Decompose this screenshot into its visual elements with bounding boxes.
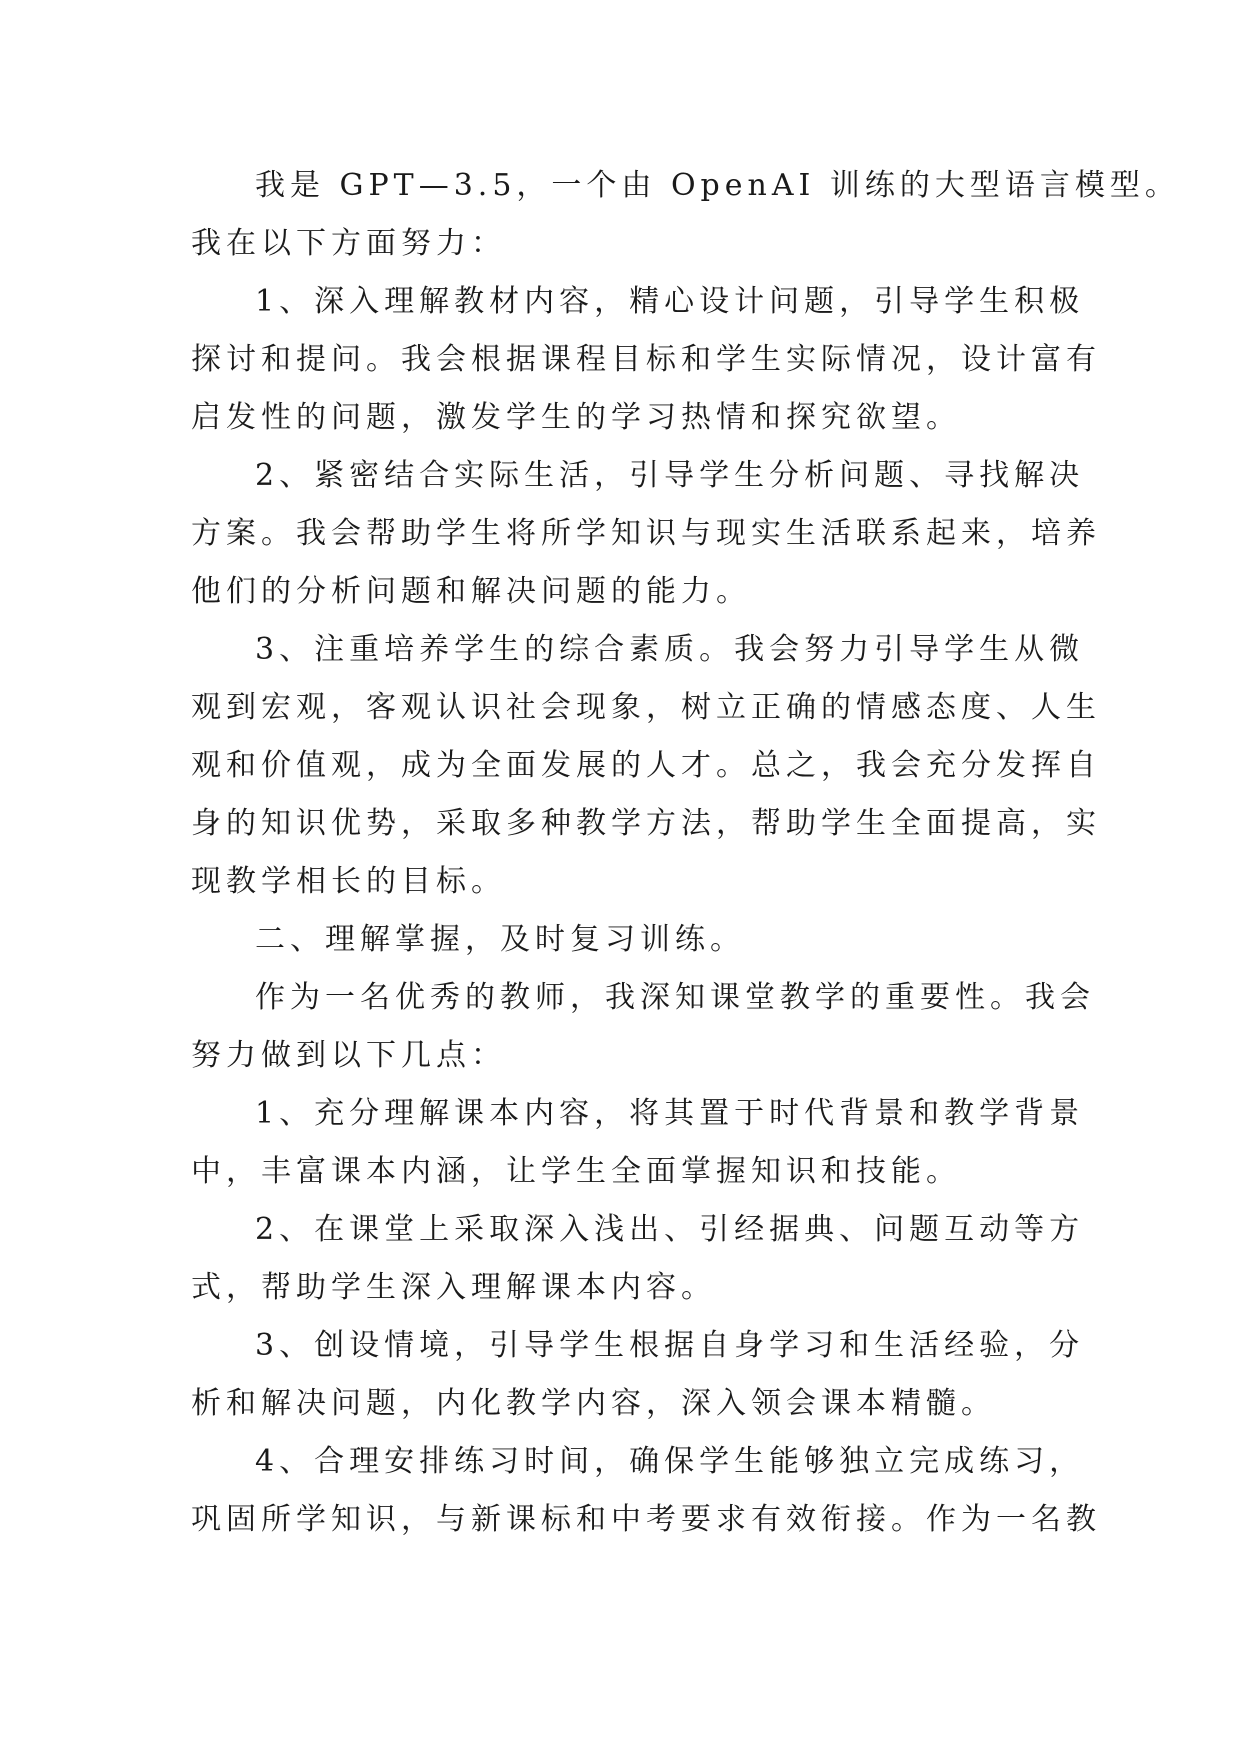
paragraph-line: 探讨和提问。我会根据课程目标和学生实际情况，设计富有 <box>191 342 1101 377</box>
paragraph-line: 3、创设情境，引导学生根据自身学习和生活经验，分 <box>255 1328 1085 1363</box>
paragraph-line: 作为一名优秀的教师，我深知课堂教学的重要性。我会 <box>255 980 1095 1015</box>
paragraph-line: 我是 GPT—3.5，一个由 OpenAI 训练的大型语言模型。 <box>255 168 1180 203</box>
paragraph-line: 观到宏观，客观认识社会现象，树立正确的情感态度、人生 <box>191 690 1101 725</box>
paragraph-line: 他们的分析问题和解决问题的能力。 <box>191 574 751 609</box>
paragraph-line: 观和价值观，成为全面发展的人才。总之，我会充分发挥自 <box>191 748 1101 783</box>
paragraph-line: 中，丰富课本内涵，让学生全面掌握知识和技能。 <box>191 1154 961 1189</box>
paragraph-line: 方案。我会帮助学生将所学知识与现实生活联系起来，培养 <box>191 516 1101 551</box>
paragraph-line: 1、充分理解课本内容，将其置于时代背景和教学背景 <box>255 1096 1085 1131</box>
paragraph-line: 析和解决问题，内化教学内容，深入领会课本精髓。 <box>191 1386 996 1421</box>
paragraph-line: 我在以下方面努力： <box>191 226 506 261</box>
section-heading: 二、理解掌握，及时复习训练。 <box>255 922 745 957</box>
paragraph-line: 2、紧密结合实际生活，引导学生分析问题、寻找解决 <box>255 458 1085 493</box>
paragraph-line: 身的知识优势，采取多种教学方法，帮助学生全面提高，实 <box>191 806 1101 841</box>
paragraph-line: 4、合理安排练习时间，确保学生能够独立完成练习， <box>255 1444 1085 1479</box>
paragraph-line: 1、深入理解教材内容，精心设计问题，引导学生积极 <box>255 284 1085 319</box>
paragraph-line: 式，帮助学生深入理解课本内容。 <box>191 1270 716 1305</box>
paragraph-line: 巩固所学知识，与新课标和中考要求有效衔接。作为一名教 <box>191 1502 1101 1537</box>
paragraph-line: 启发性的问题，激发学生的学习热情和探究欲望。 <box>191 400 961 435</box>
document-body <box>191 157 1180 1549</box>
paragraph-line: 努力做到以下几点： <box>191 1038 506 1073</box>
paragraph-line: 现教学相长的目标。 <box>191 864 506 899</box>
paragraph-line: 3、注重培养学生的综合素质。我会努力引导学生从微 <box>255 632 1085 667</box>
paragraph-line: 2、在课堂上采取深入浅出、引经据典、问题互动等方 <box>255 1212 1085 1247</box>
